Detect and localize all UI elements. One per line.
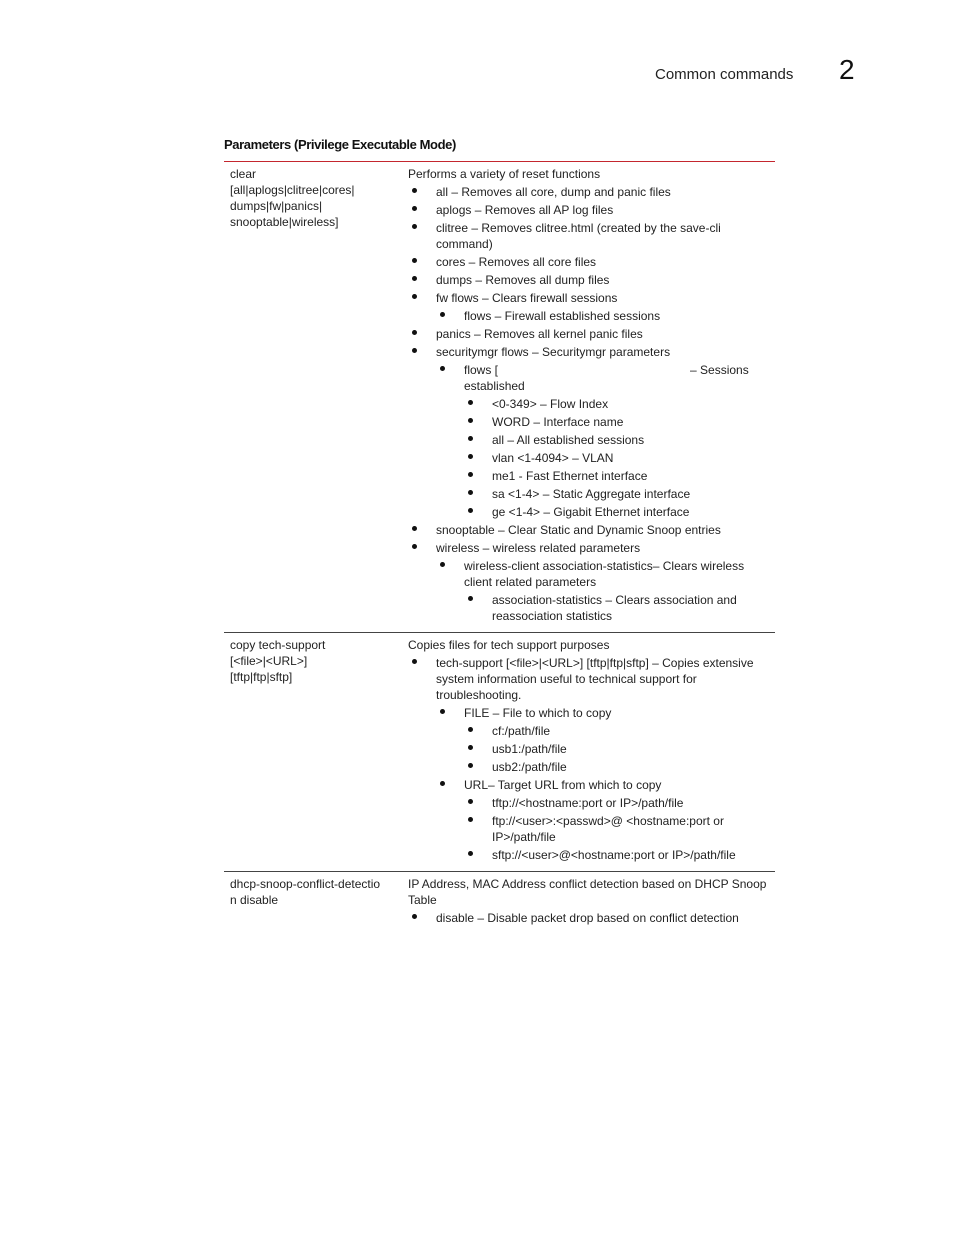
bullet-icon	[468, 817, 473, 822]
list-item: ge <1-4> – Gigabit Ethernet interface	[408, 504, 769, 520]
section-title: Common commands	[655, 66, 794, 83]
bullet-icon	[468, 851, 473, 856]
bullet-icon	[412, 276, 417, 281]
bullet-icon	[412, 258, 417, 263]
parameter-line: [all|aplogs|clitree|cores|	[230, 183, 355, 197]
bullet-icon	[440, 562, 445, 567]
bullet-icon	[412, 188, 417, 193]
list-item: tftp://<hostname:port or IP>/path/file	[408, 795, 769, 811]
parameters-table	[224, 161, 775, 934]
description-intro: Performs a variety of reset functions	[408, 167, 601, 181]
list-item: FILE – File to which to copy	[408, 705, 769, 721]
list-item: securitymgr flows – Securitymgr parameters	[408, 344, 769, 360]
list-item: all – All established sessions	[408, 432, 769, 448]
list-item: wireless-client association-statistics– Clears wireless client related parameters	[408, 558, 769, 590]
list-item: <0-349> – Flow Index	[408, 396, 769, 412]
table-row	[224, 162, 775, 633]
bullet-icon	[440, 709, 445, 714]
parameter-line: [tftp|ftp|sftp]	[230, 670, 293, 684]
table-row	[224, 633, 775, 872]
parameter-cell	[224, 872, 402, 934]
bullet-icon	[468, 745, 473, 750]
parameter-line: snooptable|wireless]	[230, 215, 339, 229]
bullet-icon	[412, 914, 417, 919]
list-item: cores – Removes all core files	[408, 254, 769, 270]
chapter-number: 2	[839, 54, 855, 85]
bullet-icon	[468, 400, 473, 405]
bullet-icon	[468, 596, 473, 601]
bullet-icon	[468, 727, 473, 732]
parameter-line: dumps|fw|panics|	[230, 199, 323, 213]
list-item: tech-support [<file>|<URL>] [tftp|ftp|sftp] – Copies extensive system information useful to technical support for troubleshooting.	[408, 655, 769, 703]
list-item: all – Removes all core, dump and panic files	[408, 184, 769, 200]
bullet-icon	[412, 294, 417, 299]
list-item: wireless – wireless related parameters	[408, 540, 769, 556]
bullet-icon	[412, 224, 417, 229]
description-cell	[402, 633, 775, 871]
list-item: URL– Target URL from which to copy	[408, 777, 769, 793]
bullet-icon	[440, 366, 445, 371]
list-item: vlan <1-4094> – VLAN	[408, 450, 769, 466]
parameter-line: dhcp-snoop-conflict-detectio	[230, 877, 381, 891]
bullet-icon	[468, 508, 473, 513]
bullet-icon	[440, 781, 445, 786]
list-item: usb2:/path/file	[408, 759, 769, 775]
list-item: panics – Removes all kernel panic files	[408, 326, 769, 342]
list-item: me1 - Fast Ethernet interface	[408, 468, 769, 484]
bullet-icon	[412, 544, 417, 549]
description-cell	[402, 872, 775, 934]
bullet-icon	[412, 659, 417, 664]
list-item: disable – Disable packet drop based on conflict detection	[408, 910, 769, 926]
list-item: flows – Firewall established sessions	[408, 308, 769, 324]
description-intro: IP Address, MAC Address conflict detection based on DHCP Snoop Table	[408, 877, 767, 907]
bullet-icon	[468, 799, 473, 804]
list-item: fw flows – Clears firewall sessions	[408, 290, 769, 306]
bullet-icon	[468, 454, 473, 459]
bullet-icon	[412, 526, 417, 531]
list-item: cf:/path/file	[408, 723, 769, 739]
list-item: aplogs – Removes all AP log files	[408, 202, 769, 218]
list-item: ftp://<user>:<passwd>@ <hostname:port or IP>/path/file	[408, 813, 769, 845]
list-item: sa <1-4> – Static Aggregate interface	[408, 486, 769, 502]
list-item: flows [ – Sessions established	[408, 362, 769, 394]
parameter-cell	[224, 633, 402, 871]
list-item: sftp://<user>@<hostname:port or IP>/path/file	[408, 847, 769, 863]
bullet-icon	[468, 436, 473, 441]
parameter-line: clear	[230, 167, 257, 181]
table-title: Parameters (Privilege Executable Mode)	[224, 137, 456, 152]
bullet-icon	[412, 330, 417, 335]
bullet-icon	[440, 312, 445, 317]
list-item: WORD – Interface name	[408, 414, 769, 430]
bullet-icon	[468, 763, 473, 768]
bullet-icon	[412, 206, 417, 211]
description-intro: Copies files for tech support purposes	[408, 638, 610, 652]
parameter-line: copy tech-support	[230, 638, 326, 652]
list-item: clitree – Removes clitree.html (created by the save-cli command)	[408, 220, 769, 252]
parameter-line: n disable	[230, 893, 279, 907]
parameter-cell	[224, 162, 402, 632]
table-row	[224, 872, 775, 934]
bullet-icon	[468, 472, 473, 477]
bullet-icon	[468, 490, 473, 495]
list-item: dumps – Removes all dump files	[408, 272, 769, 288]
list-item: usb1:/path/file	[408, 741, 769, 757]
bullet-icon	[468, 418, 473, 423]
list-item: association-statistics – Clears association and reassociation statistics	[408, 592, 769, 624]
description-cell	[402, 162, 775, 632]
bullet-icon	[412, 348, 417, 353]
parameter-line: [<file>|<URL>]	[230, 654, 308, 668]
list-item: snooptable – Clear Static and Dynamic Snoop entries	[408, 522, 769, 538]
